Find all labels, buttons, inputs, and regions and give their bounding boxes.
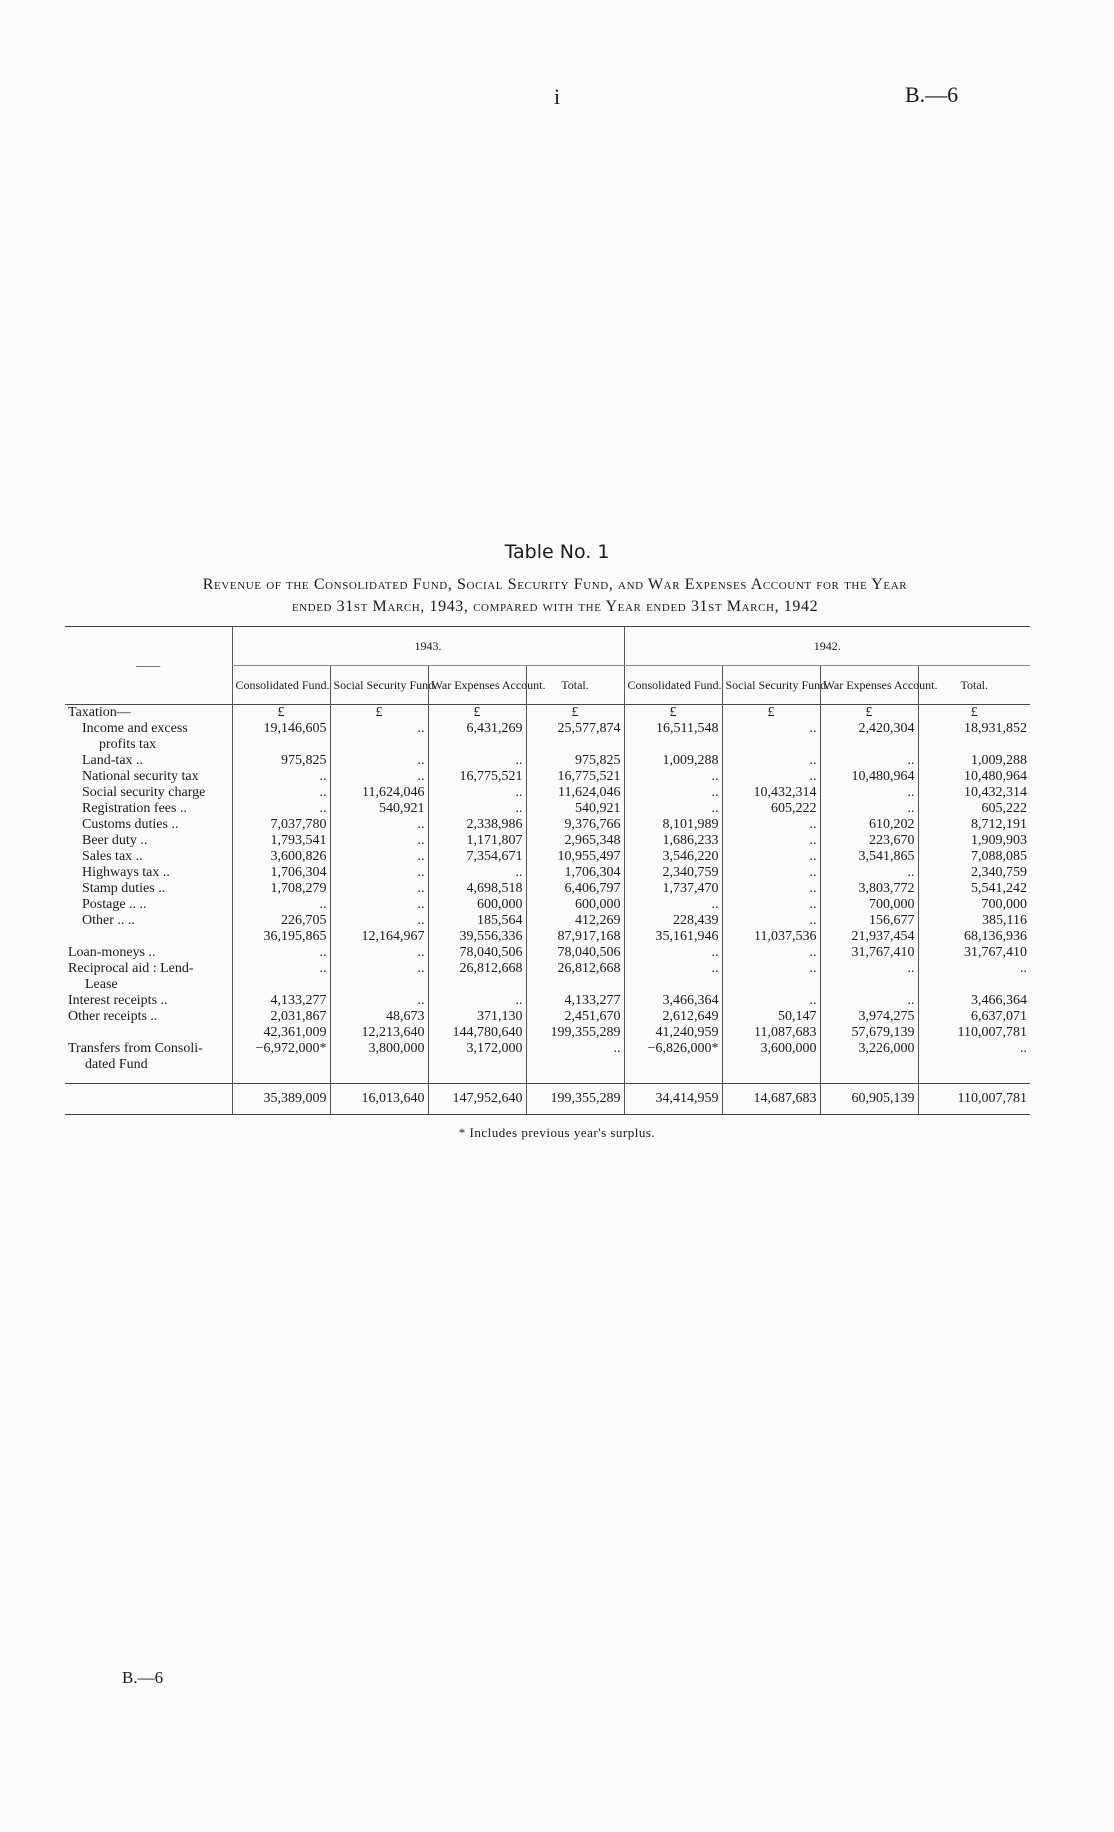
subtotal-cell: 87,917,168 xyxy=(526,929,624,945)
value-cell: .. xyxy=(232,769,330,785)
value-cell: .. xyxy=(330,769,428,785)
value-cell: 31,767,410 xyxy=(820,945,918,961)
transfers-row xyxy=(65,1041,1030,1073)
value-cell: 3,803,772 xyxy=(820,881,918,897)
value-cell: −6,972,000* xyxy=(232,1041,330,1073)
taxation-heading: Taxation— xyxy=(65,705,232,722)
value-cell: 3,541,865 xyxy=(820,849,918,865)
row-label xyxy=(65,1041,232,1073)
row-label xyxy=(65,833,232,849)
value-cell: 1,737,470 xyxy=(624,881,722,897)
value-cell: 605,222 xyxy=(918,801,1030,817)
subtotal-cell: 68,136,936 xyxy=(918,929,1030,945)
row-label xyxy=(65,1009,232,1025)
value-cell: 10,480,964 xyxy=(820,769,918,785)
value-cell: .. xyxy=(232,785,330,801)
value-cell: .. xyxy=(722,961,820,993)
value-cell: 2,031,867 xyxy=(232,1009,330,1025)
value-cell: 6,637,071 xyxy=(918,1009,1030,1025)
value-cell: 600,000 xyxy=(428,897,526,913)
value-cell: .. xyxy=(722,865,820,881)
value-cell: 3,466,364 xyxy=(918,993,1030,1009)
currency-cell: £ xyxy=(918,705,1030,722)
value-cell: 1,708,279 xyxy=(232,881,330,897)
row-label xyxy=(65,865,232,881)
subtitle-line-1: Revenue of the Consolidated Fund, Social Security Fund, and War Expenses Account for the Year xyxy=(202,576,908,593)
value-cell: 2,340,759 xyxy=(918,865,1030,881)
value-cell: 5,541,242 xyxy=(918,881,1030,897)
corner-cell: —— xyxy=(65,627,232,705)
value-cell: .. xyxy=(330,897,428,913)
subtotal-cell: 41,240,959 xyxy=(624,1025,722,1041)
currency-cell: £ xyxy=(232,705,330,722)
value-cell: .. xyxy=(820,961,918,993)
value-cell: .. xyxy=(722,993,820,1009)
row-label xyxy=(65,993,232,1009)
value-cell: .. xyxy=(624,801,722,817)
value-cell: 412,269 xyxy=(526,913,624,929)
value-cell: 3,800,000 xyxy=(330,1041,428,1073)
value-cell: 16,511,548 xyxy=(624,721,722,753)
subtotal-cell: 11,037,536 xyxy=(722,929,820,945)
col-consolidated-1943: Consolidated Fund. xyxy=(232,666,330,705)
table-row xyxy=(65,961,1030,993)
value-cell: .. xyxy=(722,897,820,913)
value-cell: 2,965,348 xyxy=(526,833,624,849)
row-label xyxy=(65,801,232,817)
value-cell: .. xyxy=(428,865,526,881)
value-cell: .. xyxy=(722,945,820,961)
subtotal-cell: 144,780,640 xyxy=(428,1025,526,1041)
grand-total-cell: 14,687,683 xyxy=(722,1084,820,1115)
value-cell: .. xyxy=(428,801,526,817)
table-subtitle xyxy=(60,574,1050,618)
currency-cell: £ xyxy=(820,705,918,722)
value-cell: 3,600,000 xyxy=(722,1041,820,1073)
row-label-line: Other receipts .. xyxy=(68,1009,158,1024)
row-label-line: Customs duties .. xyxy=(82,817,179,832)
value-cell: .. xyxy=(330,945,428,961)
table-row xyxy=(65,945,1030,961)
table-title: Table No. 1 xyxy=(504,541,610,563)
value-cell: .. xyxy=(330,721,428,753)
value-cell: 228,439 xyxy=(624,913,722,929)
row-label-continuation: Lease xyxy=(85,977,118,992)
value-cell: .. xyxy=(722,849,820,865)
value-cell: .. xyxy=(330,881,428,897)
row-label-line: Interest receipts .. xyxy=(68,993,168,1008)
row-label xyxy=(65,897,232,913)
value-cell: 3,226,000 xyxy=(820,1041,918,1073)
value-cell: .. xyxy=(722,913,820,929)
value-cell: 2,338,986 xyxy=(428,817,526,833)
grand-total-row xyxy=(65,1084,1030,1115)
table-row xyxy=(65,785,1030,801)
value-cell: .. xyxy=(820,865,918,881)
value-cell: 2,420,304 xyxy=(820,721,918,753)
value-cell: .. xyxy=(722,833,820,849)
currency-cell: £ xyxy=(428,705,526,722)
subtotal-cell: 110,007,781 xyxy=(918,1025,1030,1041)
subtotal-cell: 36,195,865 xyxy=(232,929,330,945)
value-cell: .. xyxy=(232,945,330,961)
col-consolidated-1942: Consolidated Fund. xyxy=(624,666,722,705)
value-cell: 26,812,668 xyxy=(428,961,526,993)
table-row xyxy=(65,753,1030,769)
value-cell: .. xyxy=(428,993,526,1009)
footnote: * Includes previous year's surplus. xyxy=(458,1125,656,1140)
subtitle-line-2: ended 31st March, 1943, compared with the Year ended 31st March, 1942 xyxy=(291,598,819,615)
value-cell: 7,037,780 xyxy=(232,817,330,833)
table-row xyxy=(65,769,1030,785)
value-cell: 26,812,668 xyxy=(526,961,624,993)
value-cell: 7,354,671 xyxy=(428,849,526,865)
value-cell: 25,577,874 xyxy=(526,721,624,753)
value-cell: 2,612,649 xyxy=(624,1009,722,1025)
row-label-line: Stamp duties .. xyxy=(82,881,166,896)
value-cell: 1,009,288 xyxy=(918,753,1030,769)
footer-reference: B.—6 xyxy=(122,1668,164,1687)
grand-total-cell: 34,414,959 xyxy=(624,1084,722,1115)
row-label xyxy=(65,753,232,769)
value-cell: .. xyxy=(330,865,428,881)
value-cell: .. xyxy=(820,801,918,817)
value-cell: 8,101,989 xyxy=(624,817,722,833)
row-label xyxy=(65,785,232,801)
value-cell: .. xyxy=(722,881,820,897)
table-row xyxy=(65,817,1030,833)
subtotal-cell: 11,087,683 xyxy=(722,1025,820,1041)
value-cell: 605,222 xyxy=(722,801,820,817)
revenue-table xyxy=(65,626,1030,1115)
value-cell: .. xyxy=(428,785,526,801)
value-cell: 48,673 xyxy=(330,1009,428,1025)
value-cell: 10,955,497 xyxy=(526,849,624,865)
row-label xyxy=(65,881,232,897)
value-cell: .. xyxy=(624,945,722,961)
value-cell: 16,775,521 xyxy=(428,769,526,785)
value-cell: .. xyxy=(526,1041,624,1073)
value-cell: 18,931,852 xyxy=(918,721,1030,753)
value-cell: 2,451,670 xyxy=(526,1009,624,1025)
table-row xyxy=(65,881,1030,897)
value-cell: 1,686,233 xyxy=(624,833,722,849)
value-cell: 10,432,314 xyxy=(722,785,820,801)
value-cell: .. xyxy=(330,753,428,769)
value-cell: 156,677 xyxy=(820,913,918,929)
currency-cell: £ xyxy=(624,705,722,722)
value-cell: 610,202 xyxy=(820,817,918,833)
grand-total-cell: 35,389,009 xyxy=(232,1084,330,1115)
value-cell: 1,706,304 xyxy=(232,865,330,881)
grand-total-cell: 199,355,289 xyxy=(526,1084,624,1115)
value-cell: −6,826,000* xyxy=(624,1041,722,1073)
value-cell: .. xyxy=(918,1041,1030,1073)
value-cell: 1,706,304 xyxy=(526,865,624,881)
value-cell: 31,767,410 xyxy=(918,945,1030,961)
row-label-line: Income and excess xyxy=(82,721,188,736)
col-war-1942: War Expenses Account. xyxy=(820,666,918,705)
currency-cell: £ xyxy=(526,705,624,722)
row-label xyxy=(65,961,232,993)
value-cell: 8,712,191 xyxy=(918,817,1030,833)
subtotal-cell: 12,213,640 xyxy=(330,1025,428,1041)
table-row xyxy=(65,849,1030,865)
row-label-line: Social security charge xyxy=(82,785,206,800)
value-cell: 2,340,759 xyxy=(624,865,722,881)
row-label-line: Other .. .. xyxy=(82,913,135,928)
value-cell: 3,466,364 xyxy=(624,993,722,1009)
value-cell: .. xyxy=(820,785,918,801)
subtotal-cell: 42,361,009 xyxy=(232,1025,330,1041)
subtotal-cell: 21,937,454 xyxy=(820,929,918,945)
value-cell: .. xyxy=(232,961,330,993)
value-cell: 4,133,277 xyxy=(526,993,624,1009)
row-label xyxy=(65,769,232,785)
grand-total-cell: 110,007,781 xyxy=(918,1084,1030,1115)
subtotal-row xyxy=(65,929,1030,945)
row-label-line: Loan-moneys .. xyxy=(68,945,156,960)
col-social-1943: Social Security Fund. xyxy=(330,666,428,705)
value-cell: 385,116 xyxy=(918,913,1030,929)
table-row xyxy=(65,721,1030,753)
row-label xyxy=(65,945,232,961)
table-row xyxy=(65,833,1030,849)
value-cell: .. xyxy=(330,849,428,865)
currency-cell: £ xyxy=(330,705,428,722)
table-row xyxy=(65,865,1030,881)
subtotal-cell: 199,355,289 xyxy=(526,1025,624,1041)
value-cell: 10,480,964 xyxy=(918,769,1030,785)
subtotal-cell: 35,161,946 xyxy=(624,929,722,945)
value-cell: 975,825 xyxy=(526,753,624,769)
value-cell: 1,171,807 xyxy=(428,833,526,849)
value-cell: 1,793,541 xyxy=(232,833,330,849)
subtotal-row xyxy=(65,1025,1030,1041)
value-cell: .. xyxy=(624,961,722,993)
year-1942-header: 1942. xyxy=(624,627,1030,666)
value-cell: 78,040,506 xyxy=(428,945,526,961)
grand-total-cell: 147,952,640 xyxy=(428,1084,526,1115)
col-total-1943: Total. xyxy=(526,666,624,705)
page-number: i xyxy=(553,84,561,109)
value-cell: .. xyxy=(624,897,722,913)
value-cell: 4,133,277 xyxy=(232,993,330,1009)
value-cell: 540,921 xyxy=(330,801,428,817)
row-label-line: Beer duty .. xyxy=(82,833,148,848)
value-cell: 11,624,046 xyxy=(526,785,624,801)
value-cell: .. xyxy=(820,753,918,769)
col-war-1943: War Expenses Account. xyxy=(428,666,526,705)
value-cell: 9,376,766 xyxy=(526,817,624,833)
grand-total-cell: 60,905,139 xyxy=(820,1084,918,1115)
table-row xyxy=(65,1009,1030,1025)
value-cell: 185,564 xyxy=(428,913,526,929)
value-cell: .. xyxy=(428,753,526,769)
value-cell: .. xyxy=(330,993,428,1009)
value-cell: .. xyxy=(330,833,428,849)
value-cell: 223,670 xyxy=(820,833,918,849)
row-label-line: Highways tax .. xyxy=(82,865,170,880)
value-cell: 1,909,903 xyxy=(918,833,1030,849)
value-cell: 50,147 xyxy=(722,1009,820,1025)
value-cell: .. xyxy=(722,753,820,769)
row-label-line: National security tax xyxy=(82,769,199,784)
value-cell: 3,546,220 xyxy=(624,849,722,865)
table-row xyxy=(65,897,1030,913)
value-cell: 371,130 xyxy=(428,1009,526,1025)
value-cell: .. xyxy=(722,769,820,785)
row-label xyxy=(65,849,232,865)
value-cell: 4,698,518 xyxy=(428,881,526,897)
row-label xyxy=(65,817,232,833)
value-cell: 3,974,275 xyxy=(820,1009,918,1025)
value-cell: .. xyxy=(624,785,722,801)
row-label xyxy=(65,721,232,753)
row-label-line: Postage .. .. xyxy=(82,897,147,912)
value-cell: 10,432,314 xyxy=(918,785,1030,801)
value-cell: .. xyxy=(918,961,1030,993)
grand-total-cell: 16,013,640 xyxy=(330,1084,428,1115)
value-cell: .. xyxy=(330,817,428,833)
value-cell: .. xyxy=(820,993,918,1009)
col-social-1942: Social Security Fund. xyxy=(722,666,820,705)
value-cell: 226,705 xyxy=(232,913,330,929)
subtotal-cell: 39,556,336 xyxy=(428,929,526,945)
value-cell: 16,775,521 xyxy=(526,769,624,785)
row-label-line: Land-tax .. xyxy=(82,753,144,768)
value-cell: 975,825 xyxy=(232,753,330,769)
value-cell: 11,624,046 xyxy=(330,785,428,801)
value-cell: 19,146,605 xyxy=(232,721,330,753)
value-cell: 700,000 xyxy=(918,897,1030,913)
row-label-continuation: dated Fund xyxy=(85,1057,148,1072)
value-cell: 78,040,506 xyxy=(526,945,624,961)
row-label-line: Registration fees .. xyxy=(82,801,187,816)
value-cell: 7,088,085 xyxy=(918,849,1030,865)
row-label-line: Reciprocal aid : Lend- xyxy=(68,961,194,976)
table-row xyxy=(65,913,1030,929)
value-cell: .. xyxy=(232,801,330,817)
row-label-line: Transfers from Consoli- xyxy=(68,1041,203,1056)
value-cell: 6,431,269 xyxy=(428,721,526,753)
value-cell: .. xyxy=(722,817,820,833)
col-total-1942: Total. xyxy=(918,666,1030,705)
table-row xyxy=(65,993,1030,1009)
value-cell: 700,000 xyxy=(820,897,918,913)
value-cell: .. xyxy=(722,721,820,753)
value-cell: 6,406,797 xyxy=(526,881,624,897)
value-cell: 540,921 xyxy=(526,801,624,817)
value-cell: .. xyxy=(330,961,428,993)
subtotal-cell: 57,679,139 xyxy=(820,1025,918,1041)
value-cell: .. xyxy=(624,769,722,785)
row-label xyxy=(65,913,232,929)
row-label-line: Sales tax .. xyxy=(82,849,143,864)
year-1943-header: 1943. xyxy=(232,627,624,666)
document-reference: B.—6 xyxy=(905,82,959,107)
currency-cell: £ xyxy=(722,705,820,722)
value-cell: 600,000 xyxy=(526,897,624,913)
row-label-continuation: profits tax xyxy=(99,737,157,752)
value-cell: 3,172,000 xyxy=(428,1041,526,1073)
value-cell: 1,009,288 xyxy=(624,753,722,769)
subtotal-cell: 12,164,967 xyxy=(330,929,428,945)
value-cell: .. xyxy=(330,913,428,929)
table-row xyxy=(65,801,1030,817)
value-cell: 3,600,826 xyxy=(232,849,330,865)
value-cell: .. xyxy=(232,897,330,913)
